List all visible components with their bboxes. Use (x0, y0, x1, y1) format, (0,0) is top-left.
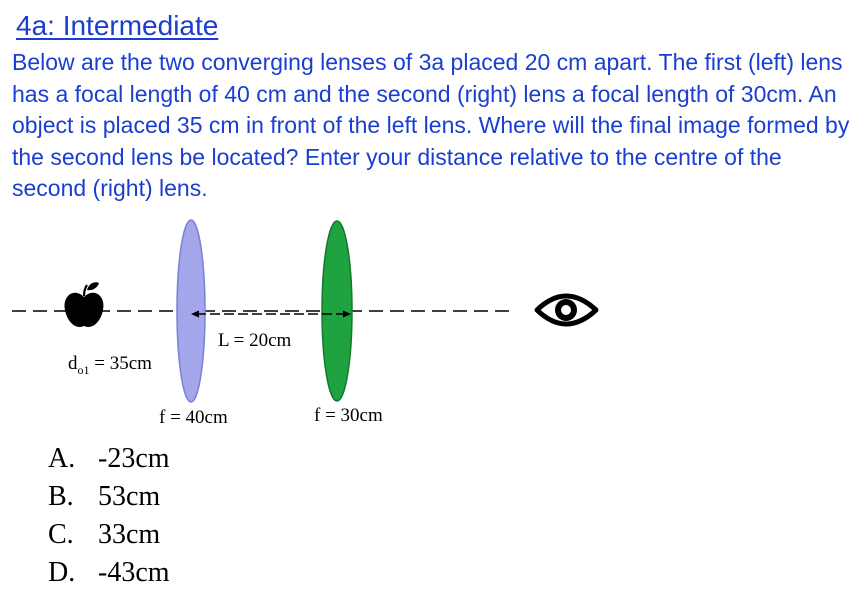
question-title: 4a: Intermediate (16, 10, 219, 41)
option-c[interactable] (48, 516, 170, 554)
answer-options (48, 440, 170, 592)
object-distance-label: $d_{o1} = 35cm$ (68, 353, 152, 377)
option-text: 53cm (98, 481, 161, 512)
lens-right (322, 221, 352, 401)
lens-left (177, 220, 205, 402)
separation-label: L = 20cm (218, 330, 292, 351)
option-letter: B. (48, 481, 74, 512)
option-b[interactable] (48, 478, 170, 516)
lens-left-focal-label: f = 40cm (159, 407, 228, 428)
option-d[interactable] (48, 554, 170, 592)
option-letter: A. (48, 443, 76, 474)
option-a[interactable] (48, 440, 170, 478)
lens-right-focal-label: f = 30cm (314, 405, 383, 426)
option-letter: C. (48, 519, 74, 550)
option-text: 33cm (98, 519, 161, 550)
question-text: Below are the two converging lenses of 3a placed 20 cm apart. The first (left) lens has a focal length of 40 cm and the second (right) lens a focal length of 30cm. An object is placed 35 cm in front of the left lens. Where will the final image formed by the second lens be located? Enter your distance relative to the centre of the second (right) lens. (12, 49, 850, 201)
option-text: -23cm (98, 443, 170, 474)
apple-icon (65, 282, 104, 327)
option-text: -43cm (98, 557, 170, 588)
eye-icon (537, 296, 596, 324)
option-letter: D. (48, 557, 76, 588)
